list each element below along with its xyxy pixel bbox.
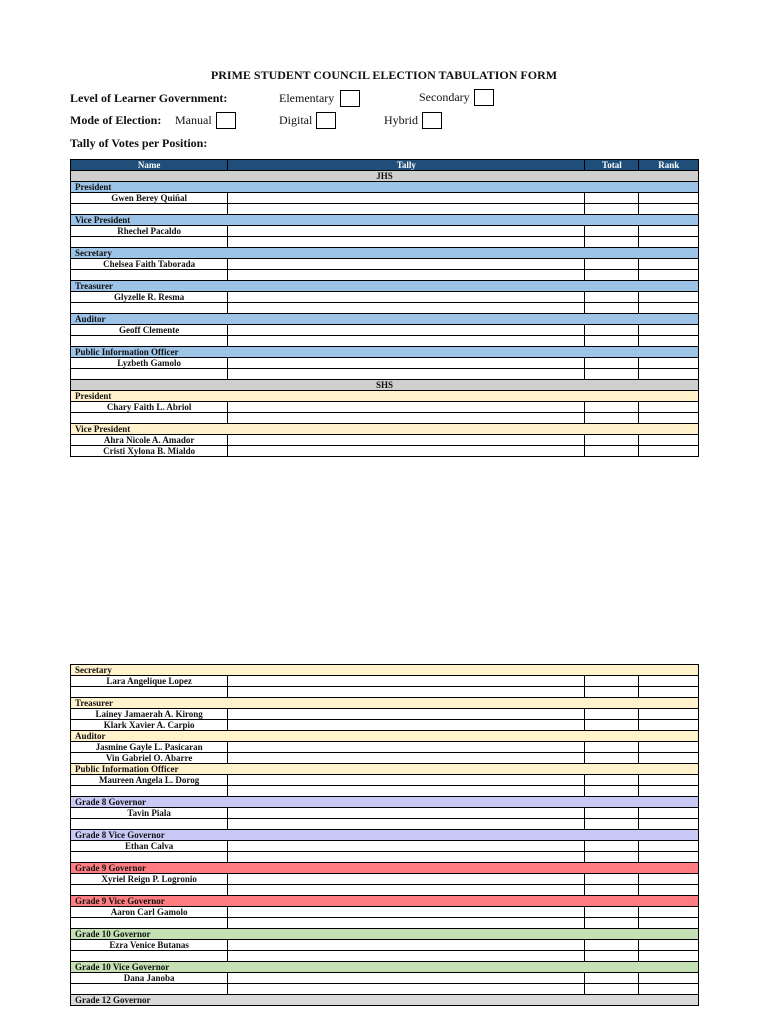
candidate-row bbox=[71, 358, 699, 369]
candidate-row bbox=[71, 918, 699, 929]
candidate-row bbox=[71, 369, 699, 380]
section-band-row bbox=[71, 171, 699, 182]
tally-cell[interactable] bbox=[228, 786, 585, 797]
candidate-row bbox=[71, 775, 699, 786]
position-title: Public Information Officer bbox=[71, 764, 699, 775]
hybrid-checkbox[interactable] bbox=[422, 112, 442, 129]
rank-cell[interactable] bbox=[639, 918, 699, 929]
tally-cell[interactable] bbox=[228, 369, 585, 380]
tally-cell[interactable] bbox=[228, 907, 585, 918]
candidate-row bbox=[71, 742, 699, 753]
tally-cell[interactable] bbox=[228, 237, 585, 248]
total-cell[interactable] bbox=[585, 973, 639, 984]
candidate-row bbox=[71, 819, 699, 830]
candidate-name: Maureen Angela L. Dorog bbox=[71, 775, 228, 786]
tally-cell[interactable] bbox=[228, 742, 585, 753]
tally-cell[interactable] bbox=[228, 358, 585, 369]
rank-cell[interactable] bbox=[639, 325, 699, 336]
candidate-row bbox=[71, 720, 699, 731]
position-title: Auditor bbox=[71, 314, 699, 325]
candidate-row bbox=[71, 446, 699, 457]
candidate-name: Aaron Carl Gamolo bbox=[71, 907, 228, 918]
candidate-name: Chelsea Faith Taborada bbox=[71, 259, 228, 270]
position-row bbox=[71, 281, 699, 292]
rank-cell[interactable] bbox=[639, 720, 699, 731]
total-cell[interactable] bbox=[585, 775, 639, 786]
table-body-continued bbox=[71, 665, 699, 1006]
total-cell[interactable] bbox=[585, 325, 639, 336]
candidate-name bbox=[71, 951, 228, 962]
rank-cell[interactable] bbox=[639, 402, 699, 413]
total-cell[interactable] bbox=[585, 885, 639, 896]
rank-cell[interactable] bbox=[639, 413, 699, 424]
candidate-name bbox=[71, 270, 228, 281]
candidate-row bbox=[71, 259, 699, 270]
tally-cell[interactable] bbox=[228, 841, 585, 852]
total-cell[interactable] bbox=[585, 742, 639, 753]
position-title: Auditor bbox=[71, 731, 699, 742]
position-row bbox=[71, 995, 699, 1006]
candidate-name: Klark Xavier A. Carpio bbox=[71, 720, 228, 731]
rank-cell[interactable] bbox=[639, 808, 699, 819]
mode-option-label: Hybrid bbox=[384, 113, 418, 127]
rank-cell[interactable] bbox=[639, 446, 699, 457]
tally-cell[interactable] bbox=[228, 446, 585, 457]
candidate-row bbox=[71, 676, 699, 687]
rank-cell[interactable] bbox=[639, 984, 699, 995]
rank-cell[interactable] bbox=[639, 303, 699, 314]
tally-cell[interactable] bbox=[228, 753, 585, 764]
total-cell[interactable] bbox=[585, 940, 639, 951]
total-cell[interactable] bbox=[585, 687, 639, 698]
candidate-name: Lara Angelique Lopez bbox=[71, 676, 228, 687]
candidate-row bbox=[71, 951, 699, 962]
candidate-name bbox=[71, 369, 228, 380]
total-cell[interactable] bbox=[585, 918, 639, 929]
candidate-name bbox=[71, 786, 228, 797]
position-title: Grade 12 Governor bbox=[71, 995, 699, 1006]
position-title: Treasurer bbox=[71, 281, 699, 292]
candidate-row bbox=[71, 841, 699, 852]
mode-option-digital bbox=[279, 112, 336, 129]
position-row bbox=[71, 424, 699, 435]
candidate-name bbox=[71, 918, 228, 929]
tally-cell[interactable] bbox=[228, 402, 585, 413]
candidate-name: Glyzelle R. Resma bbox=[71, 292, 228, 303]
tally-cell[interactable] bbox=[228, 687, 585, 698]
tally-cell[interactable] bbox=[228, 918, 585, 929]
total-cell[interactable] bbox=[585, 237, 639, 248]
digital-checkbox[interactable] bbox=[316, 112, 336, 129]
total-cell[interactable] bbox=[585, 874, 639, 885]
candidate-row bbox=[71, 808, 699, 819]
rank-cell[interactable] bbox=[639, 204, 699, 215]
position-title: Grade 10 Governor bbox=[71, 929, 699, 940]
mode-label: Mode of Election: bbox=[70, 113, 162, 127]
tally-cell[interactable] bbox=[228, 270, 585, 281]
candidate-row bbox=[71, 940, 699, 951]
tally-cell[interactable] bbox=[228, 303, 585, 314]
candidate-name bbox=[71, 303, 228, 314]
candidate-row bbox=[71, 303, 699, 314]
position-row bbox=[71, 830, 699, 841]
candidate-row bbox=[71, 786, 699, 797]
position-title: Grade 9 Governor bbox=[71, 863, 699, 874]
position-row bbox=[71, 182, 699, 193]
candidate-row bbox=[71, 402, 699, 413]
position-title: Grade 8 Governor bbox=[71, 797, 699, 808]
total-cell[interactable] bbox=[585, 841, 639, 852]
total-cell[interactable] bbox=[585, 270, 639, 281]
position-row bbox=[71, 797, 699, 808]
total-cell[interactable] bbox=[585, 676, 639, 687]
candidate-name: Ezra Venice Butanas bbox=[71, 940, 228, 951]
candidate-row bbox=[71, 687, 699, 698]
rank-cell[interactable] bbox=[639, 226, 699, 237]
rank-cell[interactable] bbox=[639, 687, 699, 698]
candidate-row bbox=[71, 885, 699, 896]
level-option-elementary bbox=[279, 90, 360, 107]
manual-checkbox[interactable] bbox=[216, 112, 236, 129]
candidate-name: Lyzbeth Gamolo bbox=[71, 358, 228, 369]
candidate-name: Tavin Piala bbox=[71, 808, 228, 819]
total-cell[interactable] bbox=[585, 402, 639, 413]
position-title: Treasurer bbox=[71, 698, 699, 709]
rank-cell[interactable] bbox=[639, 742, 699, 753]
candidate-row bbox=[71, 325, 699, 336]
candidate-name bbox=[71, 819, 228, 830]
header-name: Name bbox=[71, 160, 228, 171]
header-tally: Tally bbox=[228, 160, 585, 171]
tally-cell[interactable] bbox=[228, 808, 585, 819]
candidate-name: Rhechel Pacaldo bbox=[71, 226, 228, 237]
tally-cell[interactable] bbox=[228, 775, 585, 786]
level-option-label: Secondary bbox=[419, 90, 470, 104]
tally-cell[interactable] bbox=[228, 226, 585, 237]
table-header-row bbox=[71, 160, 699, 171]
tally-cell[interactable] bbox=[228, 940, 585, 951]
rank-cell[interactable] bbox=[639, 676, 699, 687]
tally-cell[interactable] bbox=[228, 709, 585, 720]
tally-cell[interactable] bbox=[228, 292, 585, 303]
position-row bbox=[71, 391, 699, 402]
total-cell[interactable] bbox=[585, 852, 639, 863]
position-title: President bbox=[71, 391, 699, 402]
candidate-name bbox=[71, 413, 228, 424]
candidate-row bbox=[71, 204, 699, 215]
position-title: Grade 10 Vice Governor bbox=[71, 962, 699, 973]
mode-option-label: Digital bbox=[279, 113, 313, 127]
rank-cell[interactable] bbox=[639, 292, 699, 303]
candidate-name: Cristi Xylona B. Mialdo bbox=[71, 446, 228, 457]
rank-cell[interactable] bbox=[639, 435, 699, 446]
rank-cell[interactable] bbox=[639, 336, 699, 347]
position-row bbox=[71, 731, 699, 742]
candidate-row bbox=[71, 237, 699, 248]
position-row bbox=[71, 248, 699, 259]
candidate-name bbox=[71, 885, 228, 896]
tally-cell[interactable] bbox=[228, 325, 585, 336]
candidate-row bbox=[71, 874, 699, 885]
level-label: Level of Learner Government: bbox=[70, 91, 228, 105]
rank-cell[interactable] bbox=[639, 775, 699, 786]
candidate-name: Ethan Calva bbox=[71, 841, 228, 852]
position-title: Vice President bbox=[71, 215, 699, 226]
candidate-name bbox=[71, 336, 228, 347]
section-band-row bbox=[71, 380, 699, 391]
tally-cell[interactable] bbox=[228, 984, 585, 995]
position-title: Secretary bbox=[71, 248, 699, 259]
tally-cell[interactable] bbox=[228, 874, 585, 885]
rank-cell[interactable] bbox=[639, 907, 699, 918]
tally-cell[interactable] bbox=[228, 204, 585, 215]
total-cell[interactable] bbox=[585, 808, 639, 819]
total-cell[interactable] bbox=[585, 303, 639, 314]
position-row bbox=[71, 863, 699, 874]
candidate-row bbox=[71, 413, 699, 424]
rank-cell[interactable] bbox=[639, 852, 699, 863]
candidate-name: Dana Janoba bbox=[71, 973, 228, 984]
total-cell[interactable] bbox=[585, 292, 639, 303]
candidate-name: Geoff Clemente bbox=[71, 325, 228, 336]
total-cell[interactable] bbox=[585, 819, 639, 830]
candidate-name bbox=[71, 237, 228, 248]
mode-option-manual bbox=[175, 112, 236, 129]
total-cell[interactable] bbox=[585, 193, 639, 204]
tally-cell[interactable] bbox=[228, 885, 585, 896]
candidate-row bbox=[71, 709, 699, 720]
total-cell[interactable] bbox=[585, 435, 639, 446]
rank-cell[interactable] bbox=[639, 874, 699, 885]
rank-cell[interactable] bbox=[639, 940, 699, 951]
candidate-row bbox=[71, 336, 699, 347]
candidate-name: Vin Gabriel O. Abarre bbox=[71, 753, 228, 764]
tally-cell[interactable] bbox=[228, 336, 585, 347]
rank-cell[interactable] bbox=[639, 358, 699, 369]
position-title: Public Information Officer bbox=[71, 347, 699, 358]
position-title: Grade 9 Vice Governor bbox=[71, 896, 699, 907]
total-cell[interactable] bbox=[585, 907, 639, 918]
tally-cell[interactable] bbox=[228, 676, 585, 687]
rank-cell[interactable] bbox=[639, 193, 699, 204]
tally-cell[interactable] bbox=[228, 435, 585, 446]
rank-cell[interactable] bbox=[639, 786, 699, 797]
candidate-row bbox=[71, 753, 699, 764]
tally-cell[interactable] bbox=[228, 852, 585, 863]
candidate-name: Jasmine Gayle L. Pasicaran bbox=[71, 742, 228, 753]
position-title: President bbox=[71, 182, 699, 193]
level-option-secondary bbox=[419, 89, 494, 106]
candidate-row bbox=[71, 973, 699, 984]
total-cell[interactable] bbox=[585, 336, 639, 347]
candidate-name: Lainey Jamaerah A. Kirong bbox=[71, 709, 228, 720]
candidate-name: Xyriel Reign P. Logronio bbox=[71, 874, 228, 885]
tally-cell[interactable] bbox=[228, 973, 585, 984]
tally-cell[interactable] bbox=[228, 193, 585, 204]
position-row bbox=[71, 962, 699, 973]
position-row bbox=[71, 896, 699, 907]
mode-option-hybrid bbox=[384, 112, 442, 129]
total-cell[interactable] bbox=[585, 709, 639, 720]
position-row bbox=[71, 929, 699, 940]
total-cell[interactable] bbox=[585, 358, 639, 369]
candidate-name bbox=[71, 204, 228, 215]
total-cell[interactable] bbox=[585, 984, 639, 995]
candidate-name bbox=[71, 687, 228, 698]
rank-cell[interactable] bbox=[639, 753, 699, 764]
candidate-row bbox=[71, 852, 699, 863]
header-total: Total bbox=[585, 160, 639, 171]
header-rank: Rank bbox=[639, 160, 699, 171]
candidate-row bbox=[71, 907, 699, 918]
candidate-row bbox=[71, 435, 699, 446]
position-row bbox=[71, 314, 699, 325]
candidate-row bbox=[71, 984, 699, 995]
section-band: JHS bbox=[71, 171, 699, 182]
candidate-row bbox=[71, 292, 699, 303]
rank-cell[interactable] bbox=[639, 259, 699, 270]
rank-cell[interactable] bbox=[639, 237, 699, 248]
total-cell[interactable] bbox=[585, 259, 639, 270]
table-body bbox=[71, 171, 699, 457]
rank-cell[interactable] bbox=[639, 885, 699, 896]
total-cell[interactable] bbox=[585, 951, 639, 962]
position-row bbox=[71, 347, 699, 358]
candidate-name: Chary Faith L. Abriol bbox=[71, 402, 228, 413]
tally-label: Tally of Votes per Position: bbox=[70, 136, 208, 150]
rank-cell[interactable] bbox=[639, 819, 699, 830]
candidate-name bbox=[71, 984, 228, 995]
position-title: Secretary bbox=[71, 665, 699, 676]
candidate-row bbox=[71, 226, 699, 237]
rank-cell[interactable] bbox=[639, 270, 699, 281]
total-cell[interactable] bbox=[585, 720, 639, 731]
tally-cell[interactable] bbox=[228, 720, 585, 731]
tally-cell[interactable] bbox=[228, 819, 585, 830]
total-cell[interactable] bbox=[585, 446, 639, 457]
tally-cell[interactable] bbox=[228, 259, 585, 270]
rank-cell[interactable] bbox=[639, 973, 699, 984]
position-row bbox=[71, 215, 699, 226]
rank-cell[interactable] bbox=[639, 709, 699, 720]
mode-option-label: Manual bbox=[175, 113, 212, 127]
position-row bbox=[71, 665, 699, 676]
tally-cell[interactable] bbox=[228, 951, 585, 962]
candidate-name bbox=[71, 852, 228, 863]
tabulation-table bbox=[70, 159, 699, 457]
position-row bbox=[71, 698, 699, 709]
position-row bbox=[71, 764, 699, 775]
rank-cell[interactable] bbox=[639, 951, 699, 962]
tabulation-table-continued bbox=[70, 664, 699, 1006]
total-cell[interactable] bbox=[585, 204, 639, 215]
secondary-checkbox[interactable] bbox=[474, 89, 494, 106]
total-cell[interactable] bbox=[585, 413, 639, 424]
rank-cell[interactable] bbox=[639, 841, 699, 852]
rank-cell[interactable] bbox=[639, 369, 699, 380]
candidate-name: Gwen Berey Quiñal bbox=[71, 193, 228, 204]
elementary-checkbox[interactable] bbox=[340, 90, 360, 107]
total-cell[interactable] bbox=[585, 786, 639, 797]
tally-cell[interactable] bbox=[228, 413, 585, 424]
total-cell[interactable] bbox=[585, 753, 639, 764]
total-cell[interactable] bbox=[585, 369, 639, 380]
position-title: Grade 8 Vice Governor bbox=[71, 830, 699, 841]
position-title: Vice President bbox=[71, 424, 699, 435]
total-cell[interactable] bbox=[585, 226, 639, 237]
candidate-row bbox=[71, 193, 699, 204]
candidate-name: Ahra Nicole A. Amador bbox=[71, 435, 228, 446]
level-option-label: Elementary bbox=[279, 91, 335, 105]
candidate-row bbox=[71, 270, 699, 281]
section-band: SHS bbox=[71, 380, 699, 391]
form-title: PRIME STUDENT COUNCIL ELECTION TABULATION FORM bbox=[210, 68, 558, 82]
